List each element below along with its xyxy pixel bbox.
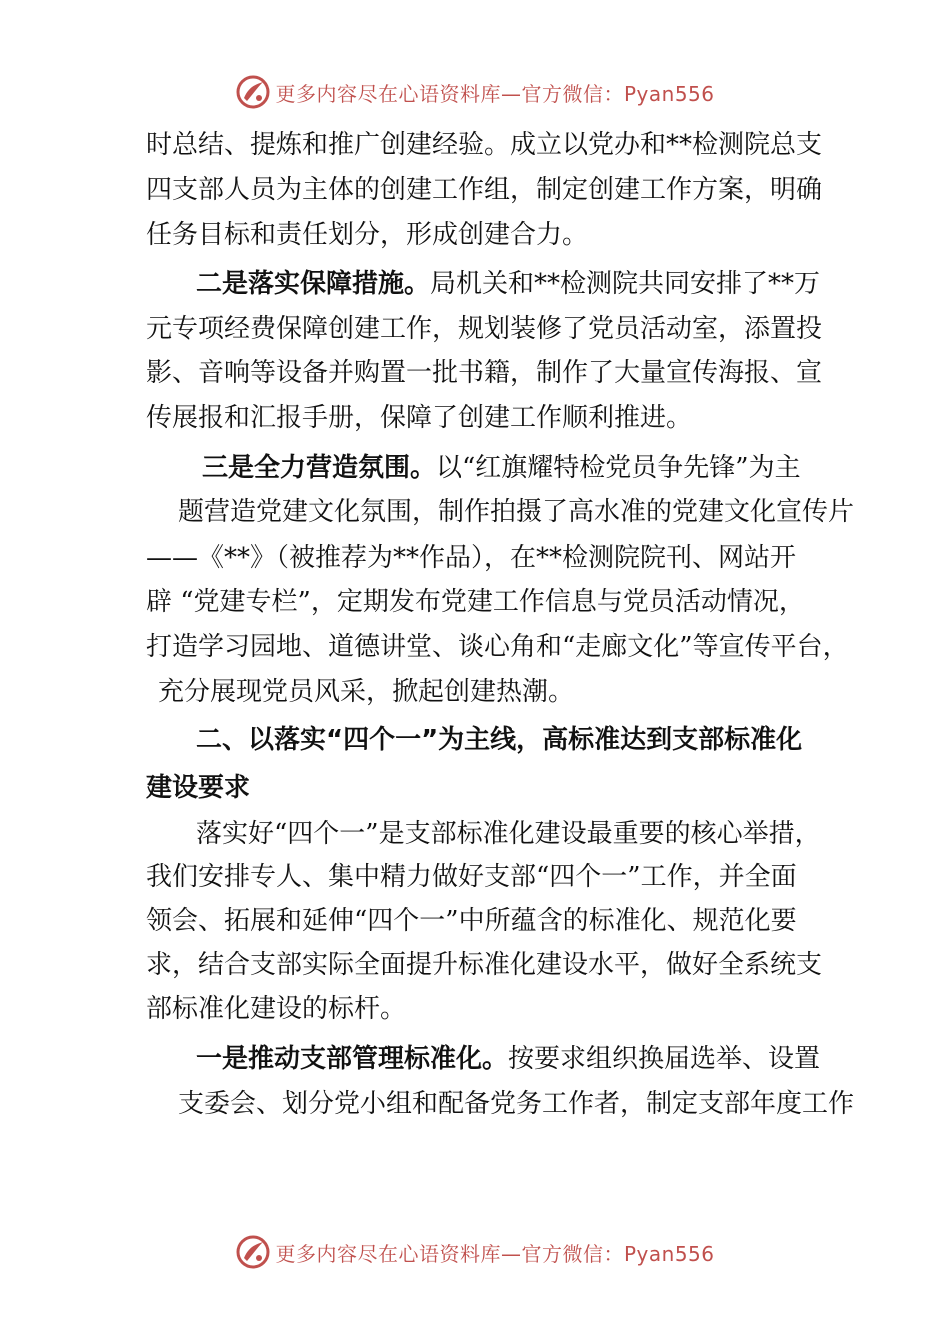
ink-brush-logo-icon [235, 74, 271, 110]
watermark-wechat-id: Pyan556 [623, 81, 715, 106]
text-line: 打造学习园地、道德讲堂、谈心角和“走廊文化”等宣传平台， [146, 632, 849, 662]
watermark-wechat-id: Pyan556 [623, 1241, 715, 1266]
watermark-footer [0, 1232, 950, 1272]
text-line: 充分展现党员风采，掀起创建热潮。 [158, 677, 575, 707]
paragraph-lead-line: 二是落实保障措施。局机关和**检测院共同安排了**万 [196, 269, 821, 299]
section-heading-cont: 建设要求 [146, 773, 251, 803]
text-line: 元专项经费保障创建工作，规划装修了党员活动室，添置投 [146, 314, 823, 344]
text-line: ——《**》（被推荐为**作品），在**检测院院刊、网站开 [146, 543, 797, 573]
paragraph-lead: 一是推动支部管理标准化。 [196, 1044, 509, 1074]
paragraph-lead-line: 一是推动支部管理标准化。按要求组织换届选举、设置 [196, 1044, 821, 1074]
text-line: 时总结、提炼和推广创建经验。成立以党办和**检测院总支 [146, 130, 823, 160]
paragraph-lead: 二是落实保障措施。 [196, 269, 431, 299]
text-line: 题营造党建文化氛围，制作拍摄了高水准的党建文化宣传片 [178, 497, 855, 527]
text-line: 落实好“四个一”是支部标准化建设最重要的核心举措， [196, 819, 821, 849]
text-line: 任务目标和责任划分，形成创建合力。 [146, 220, 589, 250]
section-heading: 二、以落实“四个一”为主线，高标准达到支部标准化 [196, 725, 803, 755]
text-line: 辟 “党建专栏”，定期发布党建工作信息与党员活动情况， [146, 587, 805, 617]
text-line: 传展报和汇报手册，保障了创建工作顺利推进。 [146, 403, 693, 433]
paragraph-lead: 三是全力营造氛围。 [202, 453, 437, 483]
paragraph-lead-line: 三是全力营造氛围。以“红旗耀特检党员争先锋”为主 [202, 453, 801, 483]
text-line: 影、音响等设备并购置一批书籍，制作了大量宣传海报、宣 [146, 358, 823, 388]
text-line: 领会、拓展和延伸“四个一”中所蕴含的标准化、规范化要 [146, 906, 797, 936]
watermark-header [0, 72, 950, 112]
text-line: 我们安排专人、集中精力做好支部“四个一”工作，并全面 [146, 862, 797, 892]
text-line: 四支部人员为主体的创建工作组，制定创建工作方案，明确 [146, 175, 823, 205]
text-line: 部标准化建设的标杆。 [146, 994, 407, 1024]
text-line: 求，结合支部实际全面提升标准化建设水平，做好全系统支 [146, 950, 823, 980]
ink-brush-logo-icon [235, 1234, 271, 1270]
watermark-text: 更多内容尽在心语资料库—官方微信：Pyan556 [275, 81, 715, 106]
text-line: 支委会、划分党小组和配备党务工作者，制定支部年度工作 [178, 1089, 855, 1119]
watermark-text: 更多内容尽在心语资料库—官方微信：Pyan556 [275, 1241, 715, 1266]
